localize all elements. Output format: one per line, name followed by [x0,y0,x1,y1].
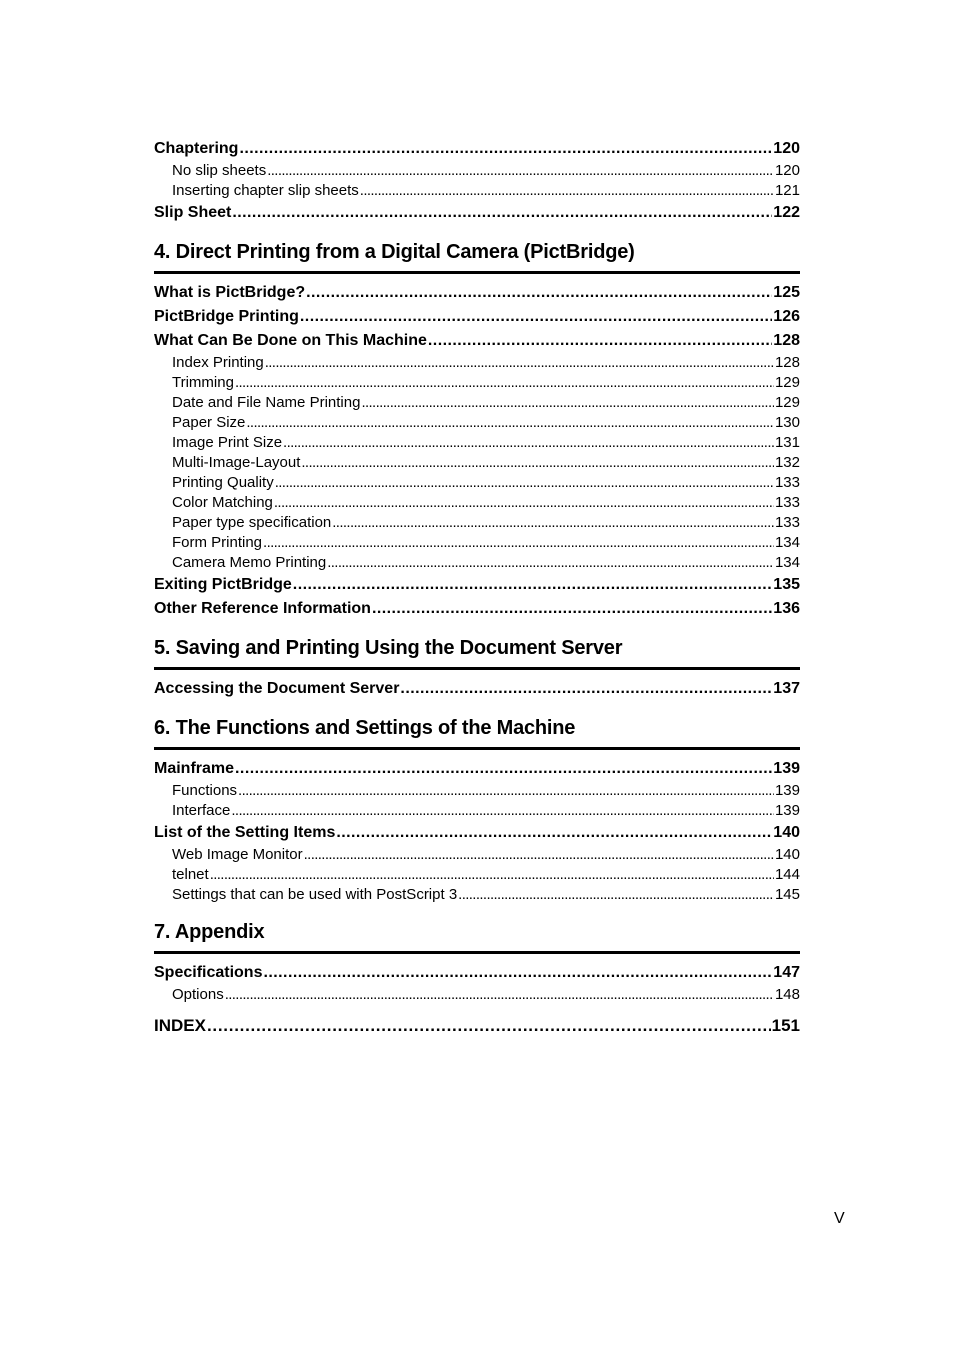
dot-leader [225,985,774,1005]
toc-page-number: 140 [774,846,800,863]
page-number: V [834,1210,845,1227]
toc-entry-title: Options [172,986,224,1003]
toc-page-number: 128 [774,354,800,371]
toc-entry-title: Web Image Monitor [172,846,303,863]
dot-leader [336,821,772,845]
toc-entry-title: Index Printing [172,354,264,371]
dot-leader [231,801,774,821]
toc-subentry[interactable] [154,493,800,513]
toc-page-number: 144 [774,866,800,883]
toc-page-number: 133 [774,494,800,511]
toc-subentry[interactable] [154,433,800,453]
toc-subentry[interactable] [154,413,800,433]
dot-leader [235,373,774,393]
dot-leader [210,865,774,885]
chapter-heading: 4. Direct Printing from a Digital Camera (PictBridge) [154,239,800,274]
dot-leader [306,281,772,305]
toc-page-number: 147 [773,964,800,981]
toc-page-number: 122 [773,204,800,221]
toc-page-number: 129 [774,374,800,391]
dot-leader [304,845,774,865]
toc-entry-title: Chaptering [154,140,239,157]
toc-page-number: 140 [773,824,800,841]
toc-subentry[interactable] [154,453,800,473]
toc-entry[interactable] [154,757,800,781]
dot-leader [274,493,774,513]
toc-entry-title: Paper type specification [172,514,332,531]
toc-page-number: 137 [773,680,800,697]
dot-leader [458,885,774,905]
toc-entry-title: Specifications [154,964,263,981]
toc-subentry[interactable] [154,885,800,905]
toc-entry-title: Inserting chapter slip sheets [172,182,359,199]
toc-page-number: 134 [774,534,800,551]
toc-subentry[interactable] [154,473,800,493]
toc-page-number: 133 [774,474,800,491]
toc-entry[interactable] [154,961,800,985]
dot-leader [283,433,774,453]
toc-entry[interactable] [154,137,800,161]
chapter-heading: 6. The Functions and Settings of the Machine [154,715,800,750]
toc-entry-title: Image Print Size [172,434,283,451]
dot-leader [327,553,774,573]
toc-entry-title: What Can Be Done on This Machine [154,332,427,349]
toc-entry-title: No slip sheets [172,162,267,179]
toc-page-number: 139 [773,760,800,777]
toc-entry-title: Date and File Name Printing [172,394,361,411]
toc-index-entry[interactable] [154,1013,800,1039]
dot-leader [263,533,774,553]
toc-page-number: 130 [774,414,800,431]
toc-entry[interactable] [154,597,800,621]
toc-entry-title: Camera Memo Printing [172,554,327,571]
toc-entry-title: Other Reference Information [154,600,371,617]
toc-page-number: 132 [774,454,800,471]
toc-subentry[interactable] [154,373,800,393]
dot-leader [267,161,774,181]
toc-entry[interactable] [154,305,800,329]
dot-leader [300,305,772,329]
toc-page-number: 151 [771,1016,800,1035]
toc-page-number: 145 [774,886,800,903]
toc-subentry[interactable] [154,801,800,821]
toc-entry[interactable] [154,821,800,845]
toc-entry-title: PictBridge Printing [154,308,299,325]
dot-leader [332,513,774,533]
toc-subentry[interactable] [154,161,800,181]
dot-leader [361,393,774,413]
toc-page-number: 129 [774,394,800,411]
dot-leader [293,573,773,597]
toc-entry-title: Mainframe [154,760,235,777]
dot-leader [400,677,772,701]
toc-page-number: 139 [774,802,800,819]
toc-entry-title: INDEX [154,1016,206,1035]
table-of-contents [154,137,800,1039]
toc-subentry[interactable] [154,513,800,533]
toc-entry-title: Multi-Image-Layout [172,454,301,471]
toc-entry-title: What is PictBridge? [154,284,306,301]
toc-page-number: 134 [774,554,800,571]
toc-subentry[interactable] [154,181,800,201]
toc-entry[interactable] [154,677,800,701]
dot-leader [239,137,772,161]
toc-entry-title: Functions [172,782,238,799]
toc-entry-title: Settings that can be used with PostScript 3 [172,886,458,903]
toc-subentry[interactable] [154,845,800,865]
toc-page-number: 133 [774,514,800,531]
toc-page-number: 128 [773,332,800,349]
toc-subentry[interactable] [154,393,800,413]
toc-subentry[interactable] [154,781,800,801]
chapter-heading: 5. Saving and Printing Using the Document Server [154,635,800,670]
dot-leader [275,473,774,493]
dot-leader [246,413,774,433]
toc-subentry[interactable] [154,353,800,373]
toc-page-number: 131 [774,434,800,451]
toc-entry-title: Interface [172,802,231,819]
toc-entry-title: Color Matching [172,494,273,511]
toc-page-number: 148 [774,986,800,1003]
toc-page-number: 139 [774,782,800,799]
toc-page-number: 135 [773,576,800,593]
toc-entry-title: Slip Sheet [154,204,232,221]
dot-leader [301,453,774,473]
toc-subentry[interactable] [154,985,800,1005]
toc-entry[interactable] [154,573,800,597]
toc-entry-title: telnet [172,866,209,883]
toc-entry-title: Form Printing [172,534,263,551]
toc-entry-title: Trimming [172,374,234,391]
toc-entry-title: Accessing the Document Server [154,680,400,697]
toc-entry-title: Exiting PictBridge [154,576,292,593]
dot-leader [263,961,772,985]
dot-leader [372,597,772,621]
dot-leader [265,353,774,373]
toc-subentry[interactable] [154,553,800,573]
toc-page-number: 125 [773,284,800,301]
toc-entry[interactable] [154,281,800,305]
toc-subentry[interactable] [154,533,800,553]
toc-page-number: 136 [773,600,800,617]
dot-leader [238,781,774,801]
toc-page-number: 120 [774,162,800,179]
toc-page-number: 121 [774,182,800,199]
toc-entry[interactable] [154,201,800,225]
dot-leader [428,329,772,353]
toc-entry[interactable] [154,329,800,353]
toc-page-number: 120 [773,140,800,157]
chapter-heading: 7. Appendix [154,919,800,954]
dot-leader [235,757,772,781]
toc-page-number: 126 [773,308,800,325]
dot-leader [207,1013,771,1039]
toc-entry-title: Paper Size [172,414,246,431]
dot-leader [360,181,774,201]
toc-entry-title: List of the Setting Items [154,824,336,841]
toc-subentry[interactable] [154,865,800,885]
toc-entry-title: Printing Quality [172,474,274,491]
dot-leader [232,201,772,225]
